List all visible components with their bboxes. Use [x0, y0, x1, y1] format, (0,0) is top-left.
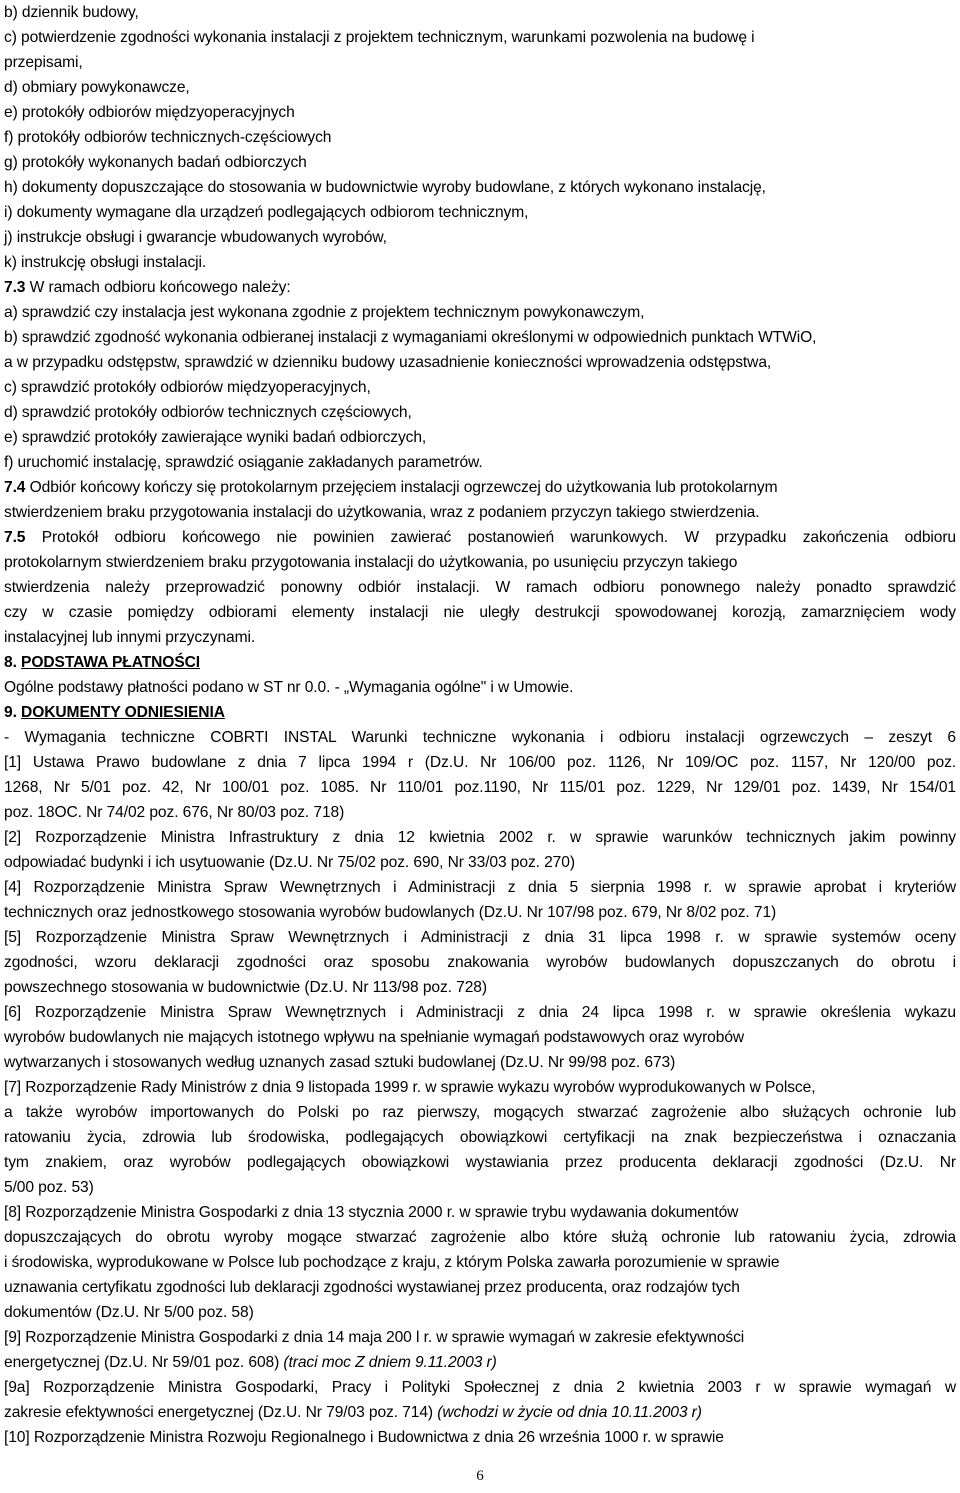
text-line — [4, 1375, 956, 1400]
text-line — [4, 950, 956, 975]
text-span: a) sprawdzić czy instalacja jest wykonana zgodnie z projektem technicznym powykonawczym, — [4, 304, 645, 321]
text-span: c) sprawdzić protokóły odbiorów międzyoperacyjnych, — [4, 379, 371, 396]
text-span: wytwarzanych i stosowanych według uznanych zasad sztuki budowlanej (Dz.U. Nr 99/98 poz. 673) — [4, 1054, 676, 1071]
text-span: [9] Rozporządzenie Ministra Gospodarki z dnia 14 maja 200 l r. w sprawie wymagań w zakresie efektywności — [4, 1329, 745, 1346]
text-span: k) instrukcję obsługi instalacji. — [4, 254, 207, 271]
text-line — [4, 1100, 956, 1125]
text-span: Protokół odbioru końcowego nie powinien zawierać postanowień warunkowych. W przypadku zakończenia odbioru — [25, 529, 956, 546]
text-line — [4, 525, 956, 550]
bold-text-span: 7.4 — [4, 479, 26, 496]
text-span: technicznych oraz jednostkowego stosowania wyrobów budowlanych (Dz.U. Nr 107/98 poz. 679, Nr 8/02 poz. 71) — [4, 904, 777, 921]
text-line — [4, 625, 956, 650]
text-line — [4, 1300, 956, 1325]
text-span: dokumentów (Dz.U. Nr 5/00 poz. 58) — [4, 1304, 254, 1321]
text-line — [4, 350, 956, 375]
bold-text-span: 8. — [4, 654, 22, 671]
text-span: W ramach odbioru końcowego należy: — [25, 279, 291, 296]
text-line — [4, 825, 956, 850]
text-line — [4, 375, 956, 400]
text-line — [4, 725, 956, 750]
text-line — [4, 200, 956, 225]
text-line — [4, 1250, 956, 1275]
text-line — [4, 175, 956, 200]
text-span: odpowiadać budynki i ich usytuowanie (Dz.U. Nr 75/02 poz. 690, Nr 33/03 poz. 270) — [4, 854, 575, 871]
text-span: [9a] Rozporządzenie Ministra Gospodarki, Pracy i Polityki Społecznej z dnia 2 kwietnia 2003 r w sprawie wymagań w — [4, 1379, 956, 1396]
text-line — [4, 700, 956, 725]
text-line — [4, 25, 956, 50]
text-line — [4, 850, 956, 875]
text-line — [4, 675, 956, 700]
text-span: e) sprawdzić protokóły zawierające wyniki badań odbiorczych, — [4, 429, 427, 446]
text-span: d) obmiary powykonawcze, — [4, 79, 190, 96]
text-span: c) potwierdzenie zgodności wykonania instalacji z projektem technicznym, warunkami pozwolenia na budowę i — [4, 29, 755, 46]
text-span: ratowaniu życia, zdrowia lub środowiska, podlegających obowiązkowi certyfikacji na znak bezpieczeństwa i oznaczania — [4, 1129, 956, 1146]
text-span: zgodności, wzoru deklaracji zgodności oraz sposobu znakowania wyrobów budowlanych dopuszczanych do obrotu i — [4, 954, 956, 971]
text-span: Odbiór końcowy kończy się protokolarnym przejęciem instalacji ogrzewczej do użytkowania lub protokolarnym — [25, 479, 778, 496]
text-line — [4, 0, 956, 25]
text-span: [10] Rozporządzenie Ministra Rozwoju Regionalnego i Budownictwa z dnia 26 września 1000 r. w sprawie — [4, 1429, 724, 1446]
text-span: [4] Rozporządzenie Ministra Spraw Wewnętrznych i Administracji z dnia 5 sierpnia 1998 r. w sprawie aprobat i kryteriów — [4, 879, 956, 896]
text-line — [4, 925, 956, 950]
text-span: 1268, Nr 5/01 poz. 42, Nr 100/01 poz. 1085. Nr 110/01 poz.1190, Nr 115/01 poz. 1229, Nr 129/01 poz. 1439, Nr 154/01 — [4, 779, 956, 796]
text-span: Ogólne podstawy płatności podano w ST nr 0.0. - „Wymagania ogólne" i w Umowie. — [4, 679, 574, 696]
text-line — [4, 325, 956, 350]
text-line — [4, 1350, 956, 1375]
text-line — [4, 1150, 956, 1175]
text-span: i) dokumenty wymagane dla urządzeń podlegających odbiorom technicznym, — [4, 204, 529, 221]
text-span: stwierdzenia należy przeprowadzić ponowny odbiór instalacji. W ramach odbioru ponownego należy ponadto sprawdzić — [4, 579, 956, 596]
text-line — [4, 975, 956, 1000]
bold-text-span: DOKUMENTY ODNIESIENIA — [21, 704, 225, 721]
text-line — [4, 1275, 956, 1300]
text-span: 5/00 poz. 53) — [4, 1179, 94, 1196]
text-span: dopuszczających do obrotu wyroby mogące stwarzać zagrożenie albo które służą ochronie lub ratowaniu życia, zdrowia — [4, 1229, 956, 1246]
text-line — [4, 575, 956, 600]
italic-text-span: (wchodzi w życie od dnia 10.11.2003 r) — [437, 1404, 702, 1421]
text-line — [4, 225, 956, 250]
text-span: d) sprawdzić protokóły odbiorów technicznych częściowych, — [4, 404, 412, 421]
text-span: przepisami, — [4, 54, 83, 71]
text-line — [4, 150, 956, 175]
text-line — [4, 250, 956, 275]
text-line — [4, 1050, 956, 1075]
bold-text-span: 9. — [4, 704, 22, 721]
text-span: czy w czasie pomiędzy odbiorami elementy instalacji nie uległy destrukcji spowodowanej korozją, zamarznięciem wody — [4, 604, 956, 621]
text-line — [4, 1325, 956, 1350]
text-span: uznawania certyfikatu zgodności lub deklaracji zgodności wystawianej przez producenta, oraz rodzajów tych — [4, 1279, 740, 1296]
text-line — [4, 300, 956, 325]
bold-text-span: PODSTAWA PŁATNOŚCI — [21, 654, 201, 671]
text-span: - Wymagania techniczne COBRTI INSTAL Warunki techniczne wykonania i odbioru instalacji ogrzewczych – zeszyt 6 — [4, 729, 956, 746]
text-span: i środowiska, wyprodukowane w Polsce lub pochodzące z kraju, z którym Polska zawarła porozumienie w sprawie — [4, 1254, 780, 1271]
text-line — [4, 1175, 956, 1200]
document-page — [4, 0, 956, 1450]
text-line — [4, 1425, 956, 1450]
text-span: a w przypadku odstępstw, sprawdzić w dzienniku budowy uzasadnienie konieczności wprowadzenia odstępstwa, — [4, 354, 772, 371]
text-line — [4, 1075, 956, 1100]
text-span: b) sprawdzić zgodność wykonania odbieranej instalacji z wymaganiami określonymi w odpowiednich punktach WTWiO, — [4, 329, 817, 346]
text-line — [4, 750, 956, 775]
text-line — [4, 775, 956, 800]
text-line — [4, 450, 956, 475]
text-span: b) dziennik budowy, — [4, 4, 139, 21]
text-line — [4, 425, 956, 450]
text-line — [4, 1400, 956, 1425]
text-line — [4, 900, 956, 925]
text-span: j) instrukcje obsługi i gwarancje wbudowanych wyrobów, — [4, 229, 387, 246]
text-span: a także wyrobów importowanych do Polski po raz pierwszy, mogących stwarzać zagrożenie albo służących ochronie lub — [4, 1104, 956, 1121]
text-line — [4, 550, 956, 575]
text-line — [4, 875, 956, 900]
text-line — [4, 1225, 956, 1250]
text-span: [5] Rozporządzenie Ministra Spraw Wewnętrznych i Administracji z dnia 31 lipca 1998 r. w sprawie systemów oceny — [4, 929, 956, 946]
text-line — [4, 1200, 956, 1225]
text-span: instalacyjnej lub innymi przyczynami. — [4, 629, 256, 646]
text-line — [4, 75, 956, 100]
text-line — [4, 50, 956, 75]
text-line — [4, 100, 956, 125]
text-span: h) dokumenty dopuszczające do stosowania w budownictwie wyroby budowlane, z których wykonano instalację, — [4, 179, 766, 196]
text-line — [4, 600, 956, 625]
text-line — [4, 125, 956, 150]
text-span: energetycznej (Dz.U. Nr 59/01 poz. 608) — [4, 1354, 284, 1371]
text-line — [4, 800, 956, 825]
text-span: protokolarnym stwierdzeniem braku przygotowania instalacji do użytkowania, po usunięciu przyczyn takiego — [4, 554, 738, 571]
text-line — [4, 1125, 956, 1150]
text-span: [1] Ustawa Prawo budowlane z dnia 7 lipca 1994 r (Dz.U. Nr 106/00 poz. 1126, Nr 109/OC poz. 1157, Nr 120/00 poz. — [4, 754, 956, 771]
text-span: stwierdzeniem braku przygotowania instalacji do użytkowania, wraz z podaniem przyczyn takiego stwierdzenia. — [4, 504, 760, 521]
text-span: [2] Rozporządzenie Ministra Infrastruktury z dnia 12 kwietnia 2002 r. w sprawie warunków technicznych jakim powinny — [4, 829, 956, 846]
text-span: [6] Rozporządzenie Ministra Spraw Wewnętrznych i Administracji z dnia 24 lipca 1998 r. w sprawie określenia wykazu — [4, 1004, 956, 1021]
text-span: zakresie efektywności energetycznej (Dz.U. Nr 79/03 poz. 714) — [4, 1404, 438, 1421]
text-line — [4, 275, 956, 300]
text-span: g) protokóły wykonanych badań odbiorczych — [4, 154, 307, 171]
text-span: tym znakiem, oraz wyrobów podlegających obowiązkowi wystawiania przez producenta deklaracji zgodności (Dz.U. Nr — [4, 1154, 956, 1171]
text-span: e) protokóły odbiorów międzyoperacyjnych — [4, 104, 295, 121]
text-line — [4, 500, 956, 525]
bold-text-span: 7.3 — [4, 279, 26, 296]
text-span: poz. 18OC. Nr 74/02 poz. 676, Nr 80/03 poz. 718) — [4, 804, 345, 821]
text-span: wyrobów budowlanych nie mających istotnego wpływu na spełnianie wymagań podstawowych oraz wyrobów — [4, 1029, 745, 1046]
text-span: powszechnego stosowania w budownictwie (Dz.U. Nr 113/98 poz. 728) — [4, 979, 487, 996]
text-line — [4, 650, 956, 675]
text-line — [4, 1000, 956, 1025]
text-span: f) protokóły odbiorów technicznych-częściowych — [4, 129, 332, 146]
text-span: [8] Rozporządzenie Ministra Gospodarki z dnia 13 stycznia 2000 r. w sprawie trybu wydawania dokumentów — [4, 1204, 739, 1221]
text-line — [4, 1025, 956, 1050]
italic-text-span: (traci moc Z dniem 9.11.2003 r) — [283, 1354, 497, 1371]
text-line — [4, 475, 956, 500]
bold-text-span: 7.5 — [4, 529, 26, 546]
text-span: f) uruchomić instalację, sprawdzić osiąganie zakładanych parametrów. — [4, 454, 483, 471]
text-span: [7] Rozporządzenie Rady Ministrów z dnia 9 listopada 1999 r. w sprawie wykazu wyrobów wyprodukowanych w Polsce, — [4, 1079, 816, 1096]
text-line — [4, 400, 956, 425]
document-body — [4, 0, 956, 1450]
page-number: 6 — [476, 1468, 484, 1484]
